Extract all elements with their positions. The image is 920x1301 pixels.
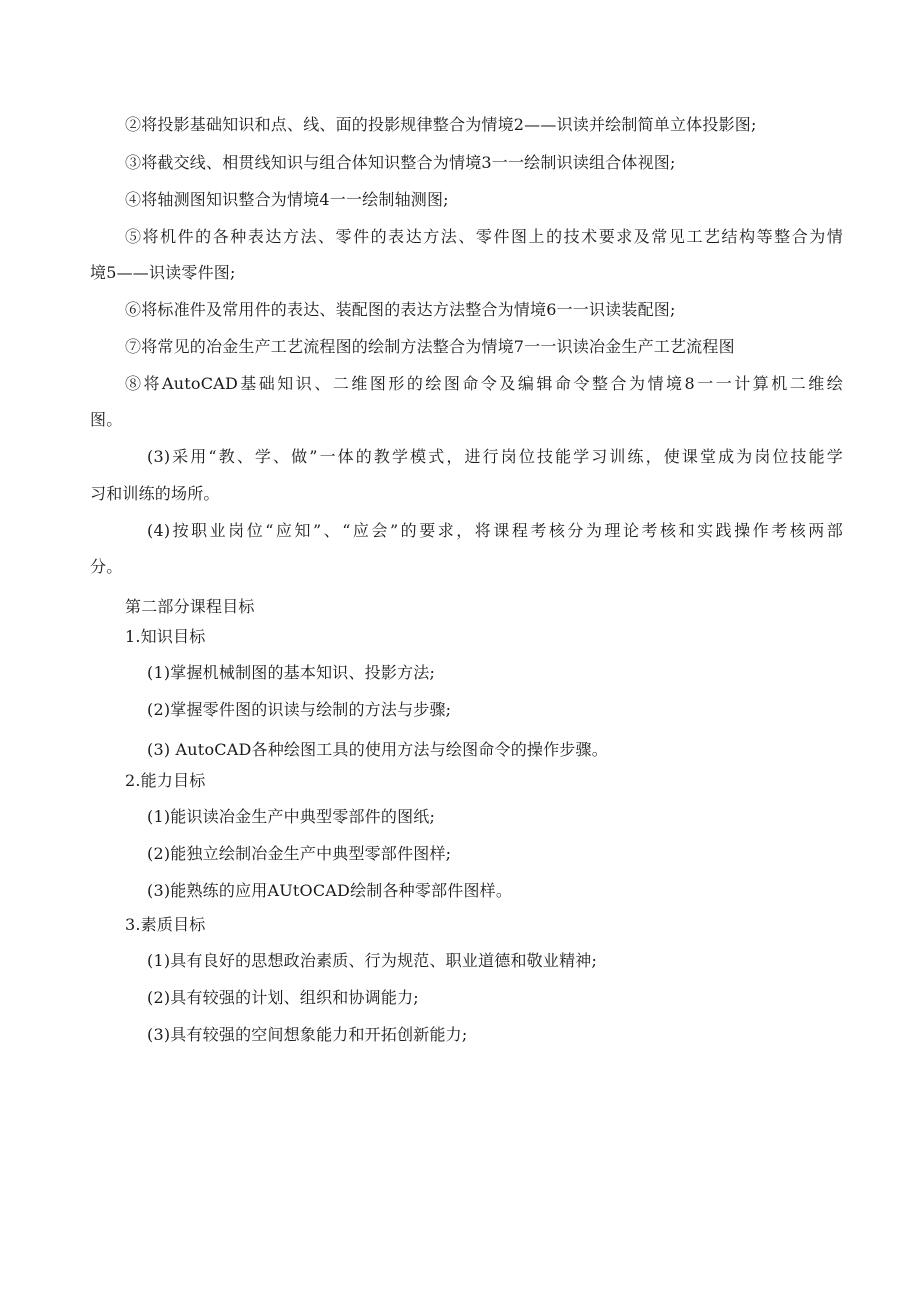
list-item-knowledge-2: (2)掌握零件图的识读与绘制的方法与步骤; xyxy=(147,700,452,719)
list-item-knowledge-3: (3) AutoCAD各种绘图工具的使用方法与绘图命令的操作步骤。 xyxy=(147,740,608,759)
paragraph-line-assessment: (4)按职业岗位“应知”、“应会”的要求，将课程考核分为理论考核和实践操作考核两部 xyxy=(147,521,843,540)
paragraph-line-situation-8-cont: 图。 xyxy=(90,410,123,429)
subheading-quality-objectives: 3.素质目标 xyxy=(125,915,206,934)
subheading-ability-objectives: 2.能力目标 xyxy=(125,771,206,790)
paragraph-line-situation-3: ③将截交线、相贯线知识与组合体知识整合为情境3一一绘制识读组合体视图; xyxy=(125,153,676,172)
paragraph-line-teaching-mode-cont: 习和训练的场所。 xyxy=(90,484,220,503)
section-heading-course-objectives: 第二部分课程目标 xyxy=(125,597,255,616)
paragraph-line-assessment-cont: 分。 xyxy=(90,557,123,576)
paragraph-line-teaching-mode: (3)采用“教、学、做”一体的教学模式，进行岗位技能学习训练，使课堂成为岗位技能学 xyxy=(147,447,843,466)
list-item-quality-3: (3)具有较强的空间想象能力和开拓创新能力; xyxy=(147,1025,468,1044)
list-item-ability-2: (2)能独立绘制冶金生产中典型零部件图样; xyxy=(147,844,452,863)
paragraph-line-situation-8: ⑧将AutoCAD基础知识、二维图形的绘图命令及编辑命令整合为情境8一一计算机二维绘 xyxy=(125,374,843,393)
paragraph-line-situation-7: ⑦将常见的冶金生产工艺流程图的绘制方法整合为情境7一一识读冶金生产工艺流程图 xyxy=(125,337,735,356)
subheading-knowledge-objectives: 1.知识目标 xyxy=(125,627,206,646)
list-item-quality-1: (1)具有良好的思想政治素质、行为规范、职业道德和敬业精神; xyxy=(147,951,598,970)
list-item-ability-1: (1)能识读冶金生产中典型零部件的图纸; xyxy=(147,807,436,826)
list-item-quality-2: (2)具有较强的计划、组织和协调能力; xyxy=(147,988,419,1007)
paragraph-line-situation-2: ②将投影基础知识和点、线、面的投影规律整合为情境2——识读并绘制简单立体投影图; xyxy=(125,115,757,134)
paragraph-line-situation-5-cont: 境5——识读零件图; xyxy=(90,263,236,282)
list-item-ability-3: (3)能熟练的应用AUtOCAD绘制各种零部件图样。 xyxy=(147,881,513,900)
list-item-knowledge-1: (1)掌握机械制图的基本知识、投影方法; xyxy=(147,663,436,682)
paragraph-line-situation-6: ⑥将标准件及常用件的表达、装配图的表达方法整合为情境6一一识读装配图; xyxy=(125,300,676,319)
paragraph-line-situation-4: ④将轴测图知识整合为情境4一一绘制轴测图; xyxy=(125,190,449,209)
paragraph-line-situation-5: ⑤将机件的各种表达方法、零件的表达方法、零件图上的技术要求及常见工艺结构等整合为情 xyxy=(125,227,843,246)
